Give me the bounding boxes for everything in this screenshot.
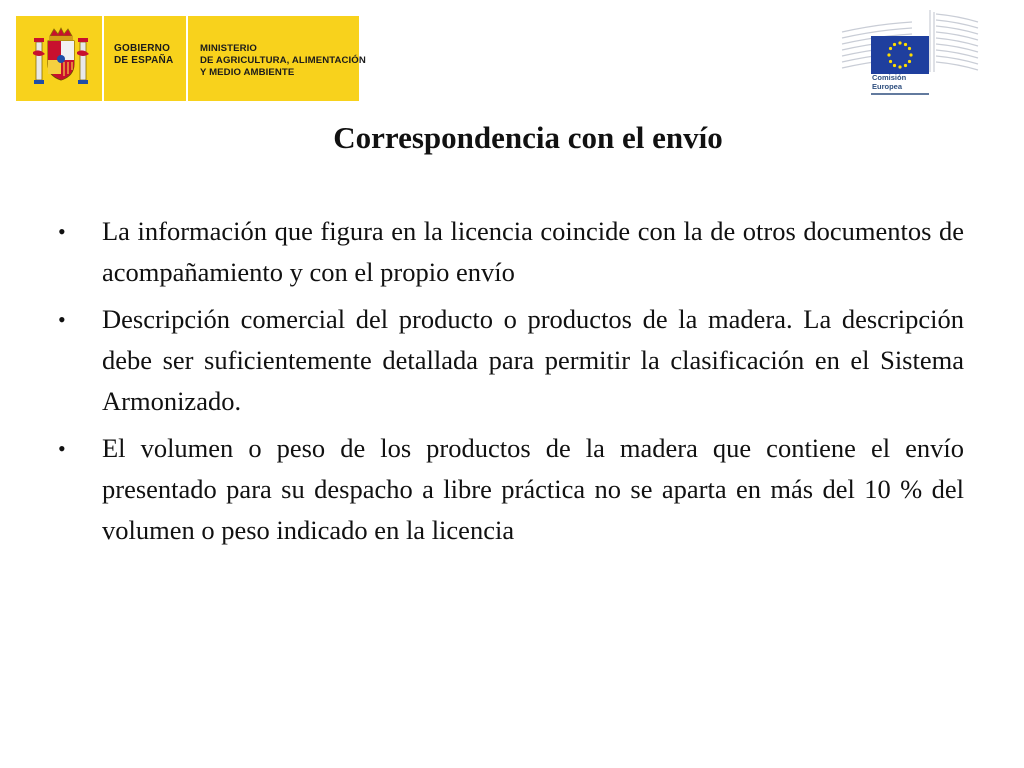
ministerio-line: MINISTERIO: [200, 43, 257, 54]
bullet-text: El volumen o peso de los productos de la madera que contiene el envío presentado para su despacho a libre práctica no se aparta en más del 10 % del volumen o peso indicado en la licencia: [102, 433, 964, 545]
bullet-list: [58, 211, 964, 557]
ministerio-text: [200, 43, 366, 79]
slide-title: Correspondencia con el envío: [333, 120, 723, 155]
gobierno-line: GOBIERNO: [114, 43, 171, 54]
logo-divider: [102, 16, 104, 101]
bullet-item: [58, 299, 964, 422]
bullet-icon: •: [58, 219, 66, 244]
ministerio-line: Y MEDIO AMBIENTE: [200, 67, 295, 78]
logo-divider: [186, 16, 188, 101]
bullet-text: La información que figura en la licencia coincide con la de otros documentos de acompañamiento y con el propio envío: [102, 216, 964, 287]
ec-caption-line: Comisión: [872, 73, 907, 82]
bullet-item: [58, 428, 964, 551]
bullet-item: [58, 211, 964, 293]
bullet-icon: •: [58, 307, 66, 332]
bullet-text: Descripción comercial del producto o productos de la madera. La descripción debe ser suficientemente detallada para permitir la clasificación en el Sistema Armonizado.: [102, 304, 964, 416]
ec-caption: [872, 73, 906, 91]
gobierno-de-espana-logo: [16, 16, 366, 101]
ministerio-line: DE AGRICULTURA, ALIMENTACIÓN: [200, 55, 366, 66]
ec-caption-line: Europea: [872, 82, 903, 91]
coat-of-arms-icon: [30, 26, 92, 90]
ec-building-icon: [838, 10, 983, 102]
bullet-icon: •: [58, 436, 66, 461]
gobierno-text: [114, 43, 173, 67]
comision-europea-logo: [838, 10, 983, 102]
espana-line: DE ESPAÑA: [114, 55, 174, 66]
